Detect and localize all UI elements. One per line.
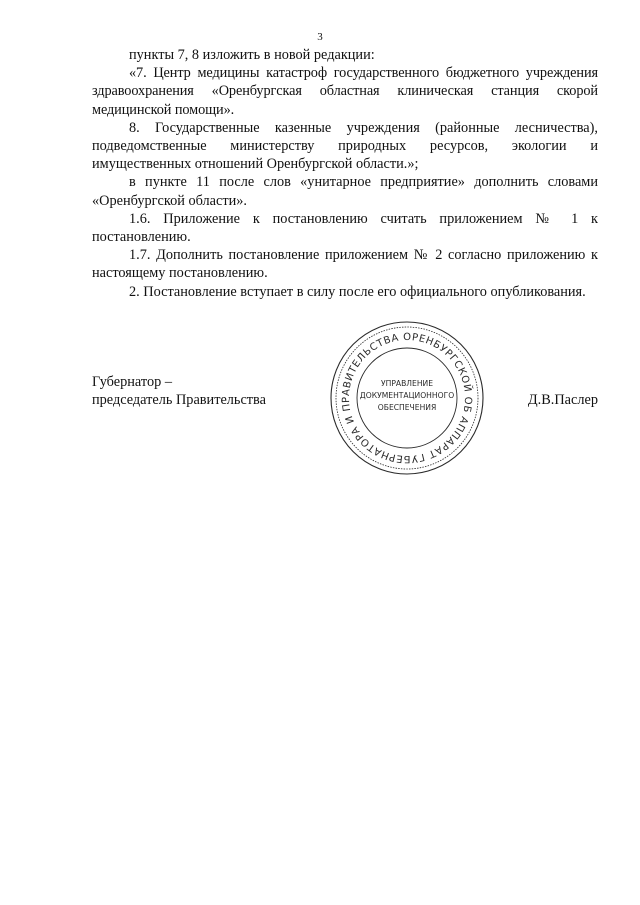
paragraph: 1.7. Дополнить постановление приложением № 2 согласно приложению к настоящему постановлению.: [92, 247, 598, 282]
paragraph: в пункте 11 после слов «унитарное предприятие» дополнить словами «Оренбургской области».: [92, 174, 598, 209]
paragraph: 8. Государственные казенные учреждения (районные лесничества), подведомственные министерству природных ресурсов, экологии и имущественных отношений Оренбургской области.»;: [92, 119, 598, 173]
stamp-center-line2: ДОКУМЕНТАЦИОННОГО: [359, 391, 455, 400]
stamp-center-line3: ОБЕСПЕЧЕНИЯ: [377, 403, 437, 412]
paragraph: 1.6. Приложение к постановлению считать приложением № 1 к постановлению.: [92, 210, 598, 246]
stamp-ring-text: АППАРАТ ГУБЕРНАТОРА И ПРАВИТЕЛЬСТВА ОРЕНБУРГСКОЙ ОБЛАСТИ: [340, 331, 474, 465]
paragraph: 2. Постановление вступает в силу после его официального опубликования.: [129, 283, 586, 300]
page-number: 3: [317, 31, 323, 43]
paragraph: пункты 7, 8 изложить в новой редакции:: [129, 47, 375, 63]
document-body: [92, 46, 598, 301]
signature-title-line2: председатель Правительства: [92, 392, 266, 409]
official-seal-stamp: [328, 319, 486, 477]
signature-name: Д.В.Паслер: [527, 392, 598, 408]
stamp-center-line1: УПРАВЛЕНИЕ: [380, 379, 434, 388]
paragraph: «7. Центр медицины катастроф государственного бюджетного учреждения здравоохранения «Оренбургская областная клиническая станция скорой медицинской помощи».: [92, 65, 598, 118]
signature-title: [92, 373, 266, 409]
signature-title-line1: Губернатор –: [92, 374, 172, 390]
